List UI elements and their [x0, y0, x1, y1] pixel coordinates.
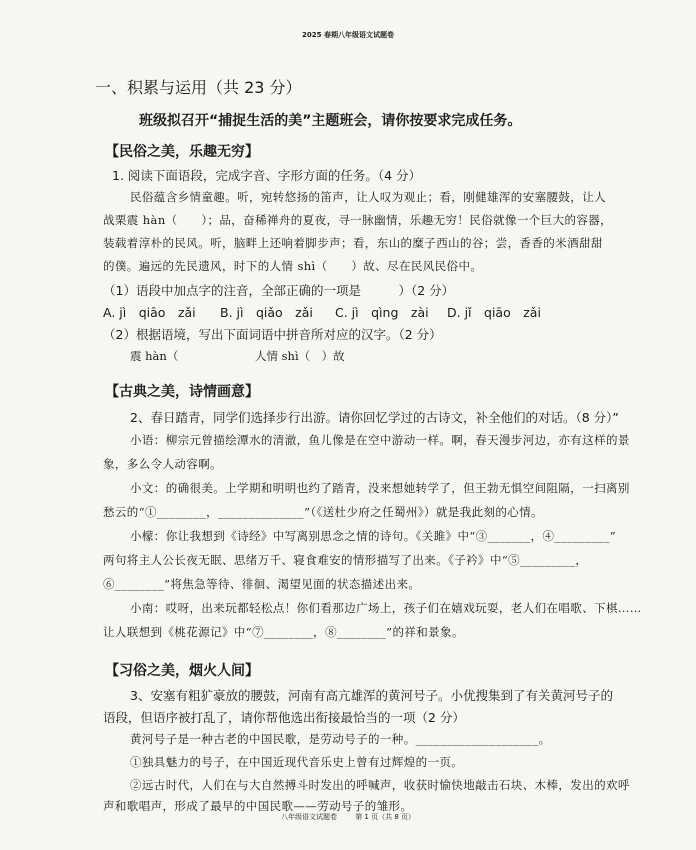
dialogue-line: 象，多么令人动容啊。 — [103, 457, 222, 471]
part-heading-custom: 【习俗之美，烟火人间】 — [105, 663, 259, 679]
passage-line: 民俗蕴含乡情童趣。听，宛转悠扬的笛声，让人叹为观止；看，刚健雄浑的安塞腰鼓，让人 — [130, 190, 606, 204]
part-heading-folk: 【民俗之美，乐趣无穷】 — [105, 144, 259, 160]
dialogue-line: 小语：柳宗元曾描绘潭水的清澈，鱼儿像是在空中游动一样。啊，春天漫步河边，亦有这样的景 — [130, 433, 630, 447]
footer-page-number: 第 1 页（共 8 页） — [355, 813, 416, 821]
dialogue-line: 两句将主人公长夜无眠、思绪万千、寝食难安的情形描写了出来。《子衿》中“⑤_________， — [103, 553, 588, 567]
passage-line: 的僕。遍远的先民遗风，时下的人情 shì（ ）故、尽在民风民俗中。 — [103, 259, 483, 273]
question-1: 1. 阅读下面语段，完成字音、字形方面的任务。（4 分） — [112, 168, 422, 183]
sub-question-1: （1）语段中加点字的注音，全部正确的一项是 ）（2 分） — [103, 283, 455, 298]
sentence-line: ②远古时代，人们在与大自然搏斗时发出的呼喊声，收获时愉快地敲击石块、木棒，发出的欢呼 — [130, 778, 630, 792]
option-a: A. jì qiāo zǎi — [103, 305, 196, 320]
dialogue-line: 让人联想到《桃花源记》中“⑦________，⑧________”的祥和景象。 — [103, 625, 464, 639]
fill-blank: 人情 shì（ ）故 — [255, 349, 345, 363]
sentence-line: ①独具魅力的号子，在中国近现代音乐史上曾有过辉煌的一页。 — [130, 755, 464, 769]
section-heading: 一、积累与运用（共 23 分） — [95, 78, 302, 97]
dialogue-line: 愁云的“①________，______________”（《送杜少府之任蜀州》）就是我此刻的心情。 — [103, 505, 544, 519]
dialogue-line: ⑥________”将焦急等待、徘徊、渴望见面的状态描述出来。 — [103, 577, 421, 591]
section-intro: 班级拟召开“捕捉生活的美”主题班会，请你按要求完成任务。 — [139, 113, 522, 129]
page-title: 2025 春期八年级语文试题卷 — [302, 31, 394, 39]
option-b: B. jì qiǎo zǎi — [220, 305, 313, 320]
fill-blank: 震 hàn（ — [130, 349, 179, 363]
sub-question-2: （2）根据语境，写出下面词语中拼音所对应的汉字。（2 分） — [103, 327, 442, 342]
passage-line: 装载着淳朴的民风。听，脑畔上还响着脚步声；看，东山的糜子西山的谷；尝，香香的米酒甜甜 — [103, 236, 603, 250]
option-c: C. jì qìng zài — [335, 305, 429, 320]
dialogue-line: 小文：的确很美。上学期和明明也约了踏青，没来想她转学了，但王勃无惧空间阻隔，一扫离别 — [130, 481, 630, 495]
dialogue-line: 小檬：你让我想到《诗经》中写离别思念之情的诗句。《关雎》中“③_______，④_________” — [130, 529, 617, 543]
sentence-line: 黄河号子是一种古老的中国民歌，是劳动号子的一种。____________________。 — [130, 732, 551, 746]
option-d: D. jǐ qiāo zǎi — [447, 305, 541, 320]
question-2: 2、春日踏青，同学们选择步行出游。请你回忆学过的古诗文，补全他们的对话。（8 分）” — [130, 410, 619, 425]
page-footer — [0, 812, 696, 822]
sentence-line: 声和歌唱声，形成了最早的中国民歌——劳动号子的雏形。 — [103, 799, 413, 813]
dialogue-line: 小南：哎呀，出来玩都轻松点！你们看那边广场上，孩子们在嬉戏玩耍，老人们在唱歌、下棋…… — [130, 601, 642, 615]
part-heading-classical: 【古典之美，诗情画意】 — [105, 384, 259, 400]
passage-line: 战栗震 hàn（ ）；品，奋稀禅舟的夏夜，寻一脉幽情，乐趣无穷！民俗就像一个巨大的容器， — [103, 213, 613, 227]
question-3-line: 语段，但语序被打乱了，请你帮他选出衔接最恰当的一项（2 分） — [103, 710, 465, 725]
footer-exam-name: 八年级语文试题卷 — [280, 813, 337, 821]
question-3-line: 3、安塞有粗犷豪放的腰鼓，河南有高亢雄浑的黄河号子。小优搜集到了有关黄河号子的 — [130, 688, 613, 703]
